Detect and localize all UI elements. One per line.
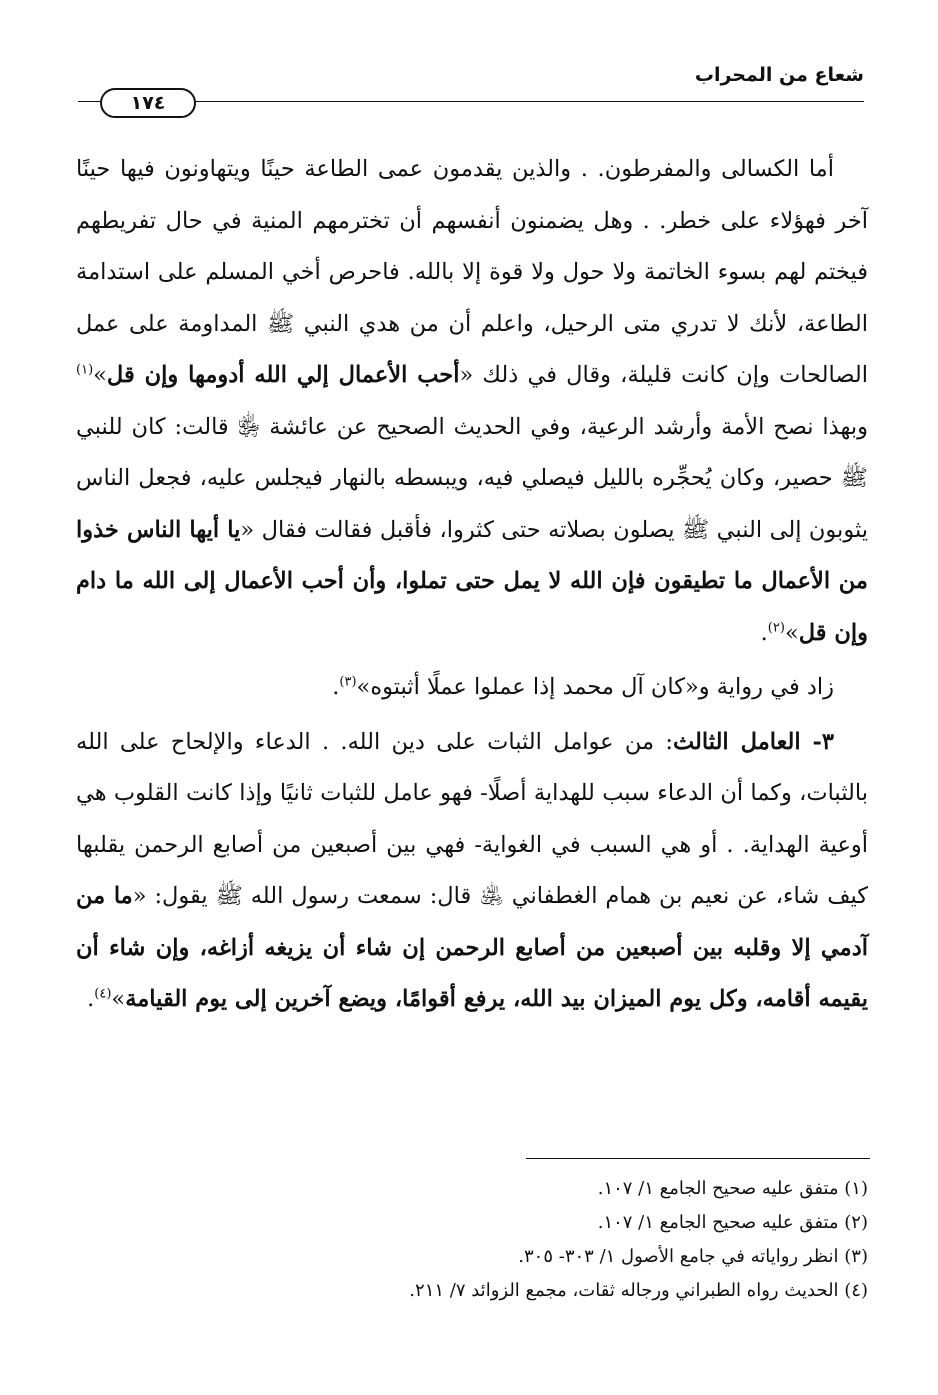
text-run: » (111, 986, 126, 1012)
footnotes (168, 1172, 868, 1308)
hadith-quote-2: يا أيها الناس خذوا من الأعمال ما تطيقون فإن الله لا يمل حتى تملوا، وأن أحب الأعمال إلى الله ما دام وإن قل (76, 516, 868, 646)
text-run: . (760, 619, 768, 646)
paragraph-2 (76, 662, 868, 714)
text-run: أما الكسالى والمفرطون. . والذين يقدمون عمى الطاعة حينًا ويتهاونون فيها حينًا آخر فهؤلاء على خطر. . وهل يضمنون أنفسهم أن تخترمهم المنية في حال تفريطهم فيختم لهم بسوء الخاتمة ولا حول ولا قوة إلا بالله. فاحرص أخي المسلم على استدامة الطاعة، لأنك لا تدري متى الرحيل، واعلم أن من هدي النبي ﷺ المداومة على عمل الصالحات وإن كانت قليلة، وقال في ذلك « (76, 156, 868, 388)
footnote-4: (٤) الحديث رواه الطبراني ورجاله ثقات، مجمع الزوائد ٧/ ٢١١. (409, 1280, 868, 1301)
text-run: زاد في رواية و«كان آل محمد إذا عملوا عملًا أثبتوه» (356, 674, 834, 700)
paragraph-3 (76, 717, 868, 1026)
footnote-ref-3[interactable]: (٣) (339, 674, 357, 690)
footnote-3: (٣) انظر رواياته في جامع الأصول ١/ ٣٠٣- ٣٠٥. (518, 1246, 868, 1267)
paragraph-1 (76, 144, 868, 659)
text-run: . (332, 674, 340, 700)
hadith-quote-1: أحب الأعمال إلي الله أدومها وإن قل (106, 362, 460, 388)
section-label: ٣- العامل الثالث (672, 728, 834, 755)
footnote-separator (526, 1158, 870, 1159)
running-title: شعاع من المحراب (694, 64, 864, 86)
text-run: وبهذا نصح الأمة وأرشد الرعية، وفي الحديث الصحيح عن عائشة ﵂ قالت: كان للنبي ﷺ حصير، وكان يُحجِّره بالليل فيصلي فيه، ويبسطه بالنهار فيجلس عليه، فجعل الناس يثوبون إلى النبي ﷺ يصلون بصلاته حتى كثروا، فأقبل فقالت فقال « (76, 413, 868, 543)
text-run: : من عوامل الثبات على دين الله. . الدعاء والإلحاح على الله بالثبات، وكما أن الدعاء سبب للهداية أصلًا- فهو عامل للثبات ثانيًا وإذا كانت القلوب هي أوعية الهداية. . أو هي السبب في الغواية- فهي بين أصبعين من أصابع الرحمن يقلبها كيف شاء، عن نعيم بن همام الغطفاني ﵁ قال: سمعت رسول الله ﷺ يقول: « (76, 728, 868, 909)
footnote-1: (١) متفق عليه صحيح الجامع ١/ ١٠٧. (597, 1178, 868, 1199)
main-text (76, 144, 868, 1026)
text-run: » (784, 619, 799, 646)
text-run: . (87, 986, 95, 1012)
footnote-2: (٢) متفق عليه صحيح الجامع ١/ ١٠٧. (597, 1212, 868, 1233)
text-run: » (93, 362, 107, 388)
hadith-quote-3: ما من آدمي إلا وقلبه بين أصبعين من أصابع الرحمن إن شاء أن يزيغه أزاغه، وإن شاء أن يقيمه أقامه، وكل يوم الميزان بيد الله، يرفع أقوامًا، ويضع آخرين إلى يوم القيامة (76, 883, 868, 1012)
page-number-badge: ١٧٤ (100, 88, 196, 118)
footnote-ref-1[interactable]: (١) (76, 362, 94, 378)
footnote-ref-4[interactable]: (٤) (94, 986, 112, 1002)
footnote-ref-2[interactable]: (٢) (767, 620, 785, 635)
